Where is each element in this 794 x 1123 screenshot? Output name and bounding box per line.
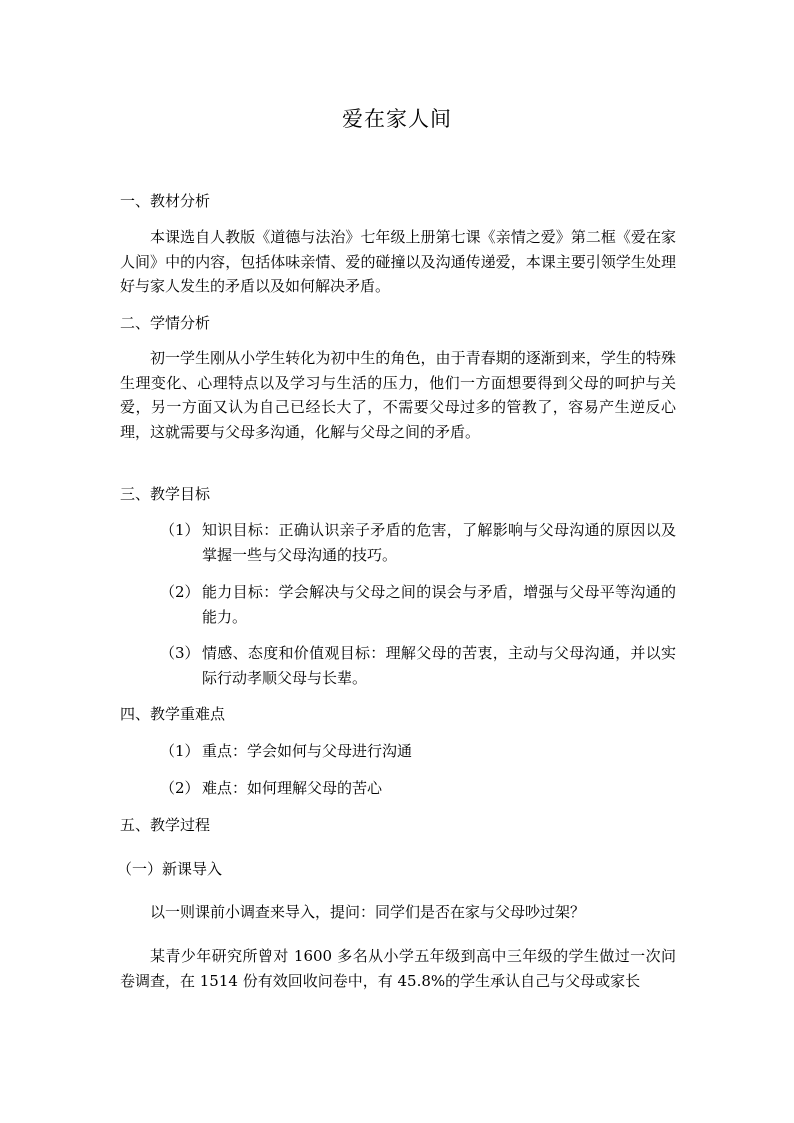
objective-text: 能力目标：学会解决与父母之间的误会与矛盾，增强与父母平等沟通的能力。 bbox=[202, 583, 676, 626]
key-point-item bbox=[120, 776, 676, 801]
key-point-text: 重点：学会如何与父母进行沟通 bbox=[202, 742, 413, 760]
document-title: 爱在家人间 bbox=[342, 107, 452, 131]
key-point-text: 难点：如何理解父母的苦心 bbox=[202, 779, 383, 797]
key-point-number: （1） bbox=[160, 742, 200, 760]
section-heading-student-analysis: 二、学情分析 bbox=[120, 314, 211, 332]
objective-number: （2） bbox=[160, 583, 200, 601]
key-point-number: （2） bbox=[160, 779, 200, 797]
section-heading-key-points: 四、教学重难点 bbox=[120, 705, 226, 723]
section-heading-teaching-process: 五、教学过程 bbox=[120, 816, 211, 834]
objective-text: 知识目标：正确认识亲子矛盾的危害，了解影响与父母沟通的原因以及掌握一些与父母沟通的技巧。 bbox=[202, 521, 676, 564]
subsection-heading-introduction: （一）新课导入 bbox=[117, 860, 223, 878]
textbook-analysis-paragraph: 本课选自人教版《道德与法治》七年级上册第七课《亲情之爱》第二框《爱在家人间》中的内容，包括体味亲情、爱的碰撞以及沟通传递爱，本课主要引领学生处理好与家人发生的矛盾以及如何解决矛盾。 bbox=[120, 228, 676, 295]
introduction-paragraph: 以一则课前小调查来导入，提问：同学们是否在家与父母吵过架？ bbox=[150, 903, 586, 921]
objective-item bbox=[120, 518, 676, 568]
section-heading-teaching-objectives: 三、教学目标 bbox=[120, 485, 211, 503]
objective-text: 情感、态度和价值观目标：理解父母的苦衷，主动与父母沟通，并以实际行动孝顺父母与长辈。 bbox=[202, 644, 676, 687]
objective-item bbox=[120, 580, 676, 630]
section-heading-textbook-analysis: 一、教材分析 bbox=[120, 192, 211, 210]
key-point-item bbox=[120, 739, 676, 764]
student-analysis-paragraph: 初一学生刚从小学生转化为初中生的角色，由于青春期的逐渐到来，学生的特殊生理变化、心理特点以及学习与生活的压力，他们一方面想要得到父母的呵护与关爱，另一方面又认为自己已经长大了，不需要父母过多的管教了，容易产生逆反心理，这就需要与父母多沟通，化解与父母之间的矛盾。 bbox=[120, 349, 676, 441]
survey-paragraph: 某青少年研究所曾对 1600 多名从小学五年级到高中三年级的学生做过一次问卷调查，在 1514 份有效回收问卷中，有 45.8%的学生承认自己与父母或家长 bbox=[120, 947, 676, 990]
objective-number: （1） bbox=[160, 521, 200, 539]
objective-number: （3） bbox=[160, 644, 200, 662]
objective-item bbox=[120, 641, 676, 691]
